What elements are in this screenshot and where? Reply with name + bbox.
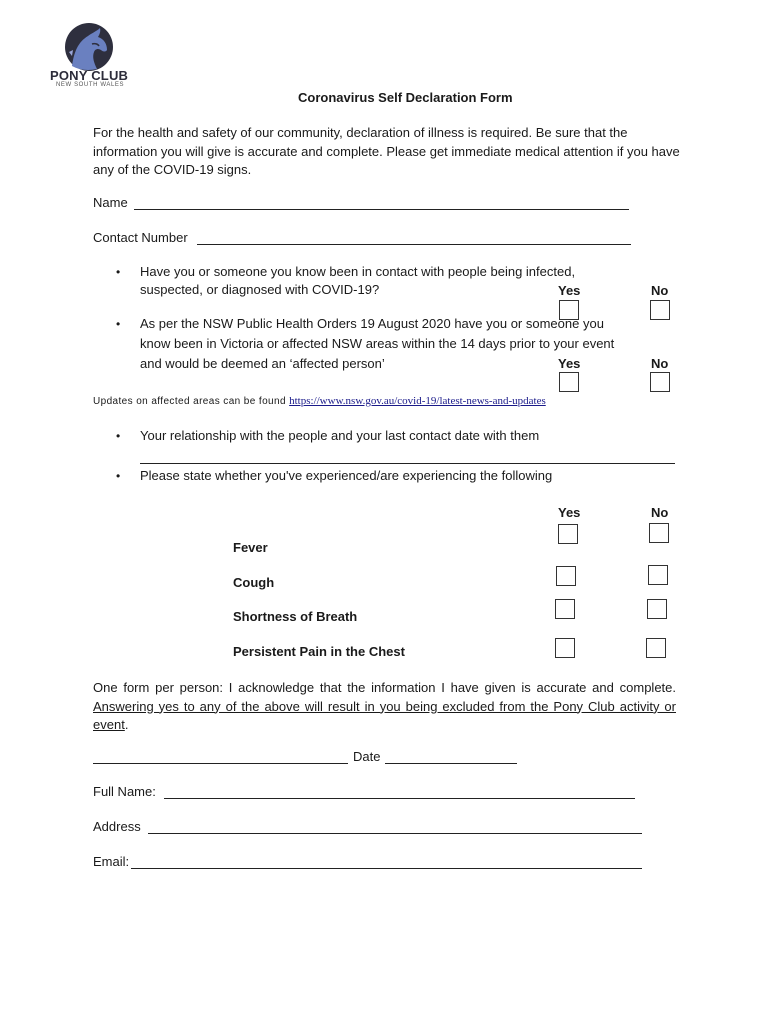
address-field[interactable] [148,833,642,834]
name-field[interactable] [134,209,629,210]
email-label: Email: [93,854,130,869]
full-name-field[interactable] [164,798,635,799]
symptom-chest-pain-label: Persistent Pain in the Chest [233,644,405,659]
breath-no-checkbox[interactable] [647,599,667,619]
form-title: Coronavirus Self Declaration Form [298,90,513,105]
contact-number-label: Contact Number [93,230,188,245]
chest-pain-no-checkbox[interactable] [646,638,666,658]
date-label: Date [353,749,381,764]
declaration-warning: Answering yes to any of the above will result in you being excluded from the Pony Club activity or event [93,698,676,732]
address-label: Address [93,819,141,834]
q1-yes-label: Yes [558,283,581,298]
bullet: • [116,317,121,331]
question-2-line-3: and would be deemed an ‘affected person’ [140,356,385,371]
signature-field[interactable] [93,763,348,764]
name-label: Name [93,195,128,210]
question-2-line-2: know been in Victoria or affected NSW areas within the 14 days prior to your event [140,336,615,351]
question-1-line-2: suspected, or diagnosed with COVID-19? [140,282,380,297]
bullet: • [116,265,121,279]
contact-number-field[interactable] [197,244,631,245]
relationship-field[interactable] [140,463,675,464]
symptoms-yes-label: Yes [558,505,581,520]
q1-no-label: No [651,283,669,298]
bullet: • [116,469,121,483]
q2-no-checkbox[interactable] [650,372,670,392]
breath-yes-checkbox[interactable] [555,599,575,619]
cough-yes-checkbox[interactable] [556,566,576,586]
question-4: Please state whether you've experienced/are experiencing the following [140,468,553,483]
declaration-end: . [124,717,129,732]
symptom-cough-label: Cough [233,575,275,590]
q2-yes-label: Yes [558,356,581,371]
intro-paragraph: For the health and safety of our community, declaration of illness is required. Be sure that the information you will give is accurate and complete. Please get immediate medical attention if you have any of the COVID-19 signs. [93,125,680,177]
brand-subtitle: NEW SOUTH WALES [56,82,125,88]
updates-link[interactable]: https://www.nsw.gov.au/covid-19/latest-news-and-updates [289,395,546,407]
question-2-line-1: As per the NSW Public Health Orders 19 August 2020 have you or someone you [140,316,604,331]
updates-note [93,392,546,411]
email-field[interactable] [131,868,642,869]
symptom-fever-label: Fever [233,540,268,555]
fever-yes-checkbox[interactable] [558,524,578,544]
q1-no-checkbox[interactable] [650,300,670,320]
fever-no-checkbox[interactable] [649,523,669,543]
question-3: Your relationship with the people and your last contact date with them [140,428,540,443]
symptom-shortness-of-breath-label: Shortness of Breath [233,609,358,624]
declaration-paragraph [93,679,676,735]
updates-text: Updates on affected areas can be found [93,396,286,407]
question-1-line-1: Have you or someone you know been in contact with people being infected, [140,264,576,279]
declaration-text: One form per person: I acknowledge that the information I have given is accurate and complete. [93,680,676,695]
bullet: • [116,429,121,443]
symptoms-no-label: No [651,505,669,520]
date-field[interactable] [385,763,517,764]
cough-no-checkbox[interactable] [648,565,668,585]
brand-name: PONY CLUB [50,68,129,83]
chest-pain-yes-checkbox[interactable] [555,638,575,658]
full-name-label: Full Name: [93,784,156,799]
q2-no-label: No [651,356,669,371]
q2-yes-checkbox[interactable] [559,372,579,392]
